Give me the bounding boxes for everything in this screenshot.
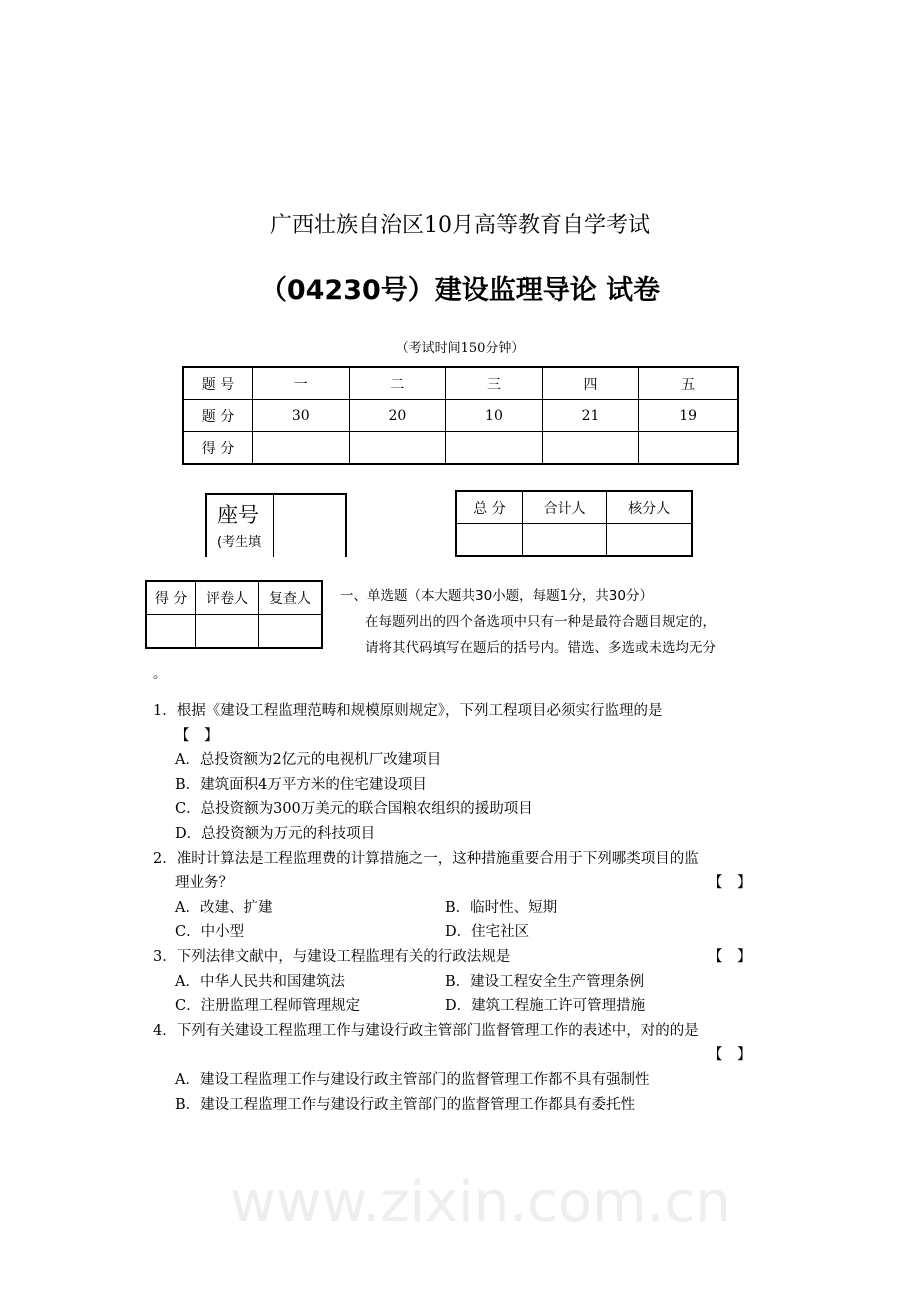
seat-number-box xyxy=(205,493,347,557)
score-cell: 三 xyxy=(446,367,543,400)
question-line: A．改建、扩建 xyxy=(175,899,273,916)
answer-bracket: 【 】 xyxy=(708,949,752,965)
score-cell: 五 xyxy=(639,367,738,400)
option-right: B．建设工程安全生产管理条例 xyxy=(445,973,645,990)
score-cell xyxy=(349,432,446,465)
score-cell: 四 xyxy=(542,367,639,400)
score-cell: 10 xyxy=(446,400,543,432)
score-cell: 得 分 xyxy=(183,432,253,465)
question-line: 1．根据《建设工程监理范畴和规模原则规定》，下列工程项目必须实行监理的是 xyxy=(153,703,663,719)
option-right: D．建筑工程施工许可管理措施 xyxy=(445,998,646,1015)
question-line: A．中华人民共和国建筑法 xyxy=(175,973,345,990)
section-instruction: 。 xyxy=(153,666,167,682)
question-line: B．建设工程监理工作与建设行政主管部门的监督管理工作都具有委托性 xyxy=(175,1096,636,1113)
option-right: B．临时性、短期 xyxy=(445,899,558,916)
exam-title: 广西壮族自治区10月高等教育自学考试 xyxy=(270,213,650,238)
paper-title: （04230号）建设监理导论 试卷 xyxy=(259,275,661,306)
score-cell: 19 xyxy=(639,400,738,432)
question-line: 2．准时计算法是工程监理费的计算措施之一，这种措施重要合用于下列哪类项目的监 xyxy=(153,850,699,867)
score-row xyxy=(183,432,738,465)
question-line: B．建筑面积4万平方米的住宅建设项目 xyxy=(175,776,427,793)
section-heading: 一、单选题（本大题共30小题，每题1分，共30分） xyxy=(340,588,653,604)
score-cell: 21 xyxy=(542,400,639,432)
seat-label: 座号 xyxy=(217,503,259,527)
grader-cell xyxy=(258,615,322,649)
score-cell xyxy=(542,432,639,465)
question-line: C．中小型 xyxy=(175,924,245,941)
grader-table xyxy=(145,580,323,649)
question-line: A．建设工程监理工作与建设行政主管部门的监督管理工作都不具有强制性 xyxy=(175,1072,650,1088)
question-line: 理业务？ xyxy=(175,875,233,892)
grader-cell xyxy=(146,615,196,649)
exam-duration: （考试时间150分钟） xyxy=(395,341,525,356)
score-cell: 一 xyxy=(253,367,350,400)
answer-bracket: 【 】 xyxy=(708,875,752,892)
total-header: 核分人 xyxy=(607,491,692,524)
question-line: C．总投资额为300万美元的联合国粮农组织的援助项目 xyxy=(175,801,533,818)
total-header: 合计人 xyxy=(523,491,607,524)
score-cell: 20 xyxy=(349,400,446,432)
section-instruction: 请将其代码填写在题后的括号内。错选、多选或未选均无分 xyxy=(365,640,716,656)
score-cell: 题 号 xyxy=(183,367,253,400)
score-cell: 题 分 xyxy=(183,400,253,432)
total-score-table xyxy=(455,490,693,557)
score-row xyxy=(183,400,738,432)
grader-header: 得 分 xyxy=(146,581,196,615)
question-line: 【 】 xyxy=(175,727,219,744)
score-cell xyxy=(639,432,738,465)
question-line: D．总投资额为万元的科技项目 xyxy=(175,826,376,842)
score-cell xyxy=(253,432,350,465)
question-line: 3．下列法律文献中，与建设工程监理有关的行政法规是 xyxy=(153,949,511,965)
answer-bracket: 【 】 xyxy=(708,1047,752,1064)
question-line: A．总投资额为2亿元的电视机厂改建项目 xyxy=(175,752,442,769)
score-row xyxy=(183,367,738,400)
total-cell xyxy=(523,524,607,557)
score-cell xyxy=(446,432,543,465)
total-header: 总 分 xyxy=(456,491,523,524)
grader-header: 复查人 xyxy=(258,581,322,615)
grader-header: 评卷人 xyxy=(196,581,259,615)
score-table xyxy=(182,366,739,465)
question-line: C．注册监理工程师管理规定 xyxy=(175,998,361,1015)
total-cell xyxy=(607,524,692,557)
watermark: www.zixin.com.cn xyxy=(230,1170,731,1235)
grader-cell xyxy=(196,615,259,649)
total-cell xyxy=(456,524,523,557)
score-cell: 30 xyxy=(253,400,350,432)
section-instruction: 在每题列出的四个备选项中只有一种是最符合题目规定的， xyxy=(365,614,716,630)
score-cell: 二 xyxy=(349,367,446,400)
seat-note: (考生填 xyxy=(217,535,262,550)
question-line: 4．下列有关建设工程监理工作与建设行政主管部门监督管理工作的表述中，对的的是 xyxy=(153,1022,699,1039)
option-right: D．住宅社区 xyxy=(445,924,530,941)
